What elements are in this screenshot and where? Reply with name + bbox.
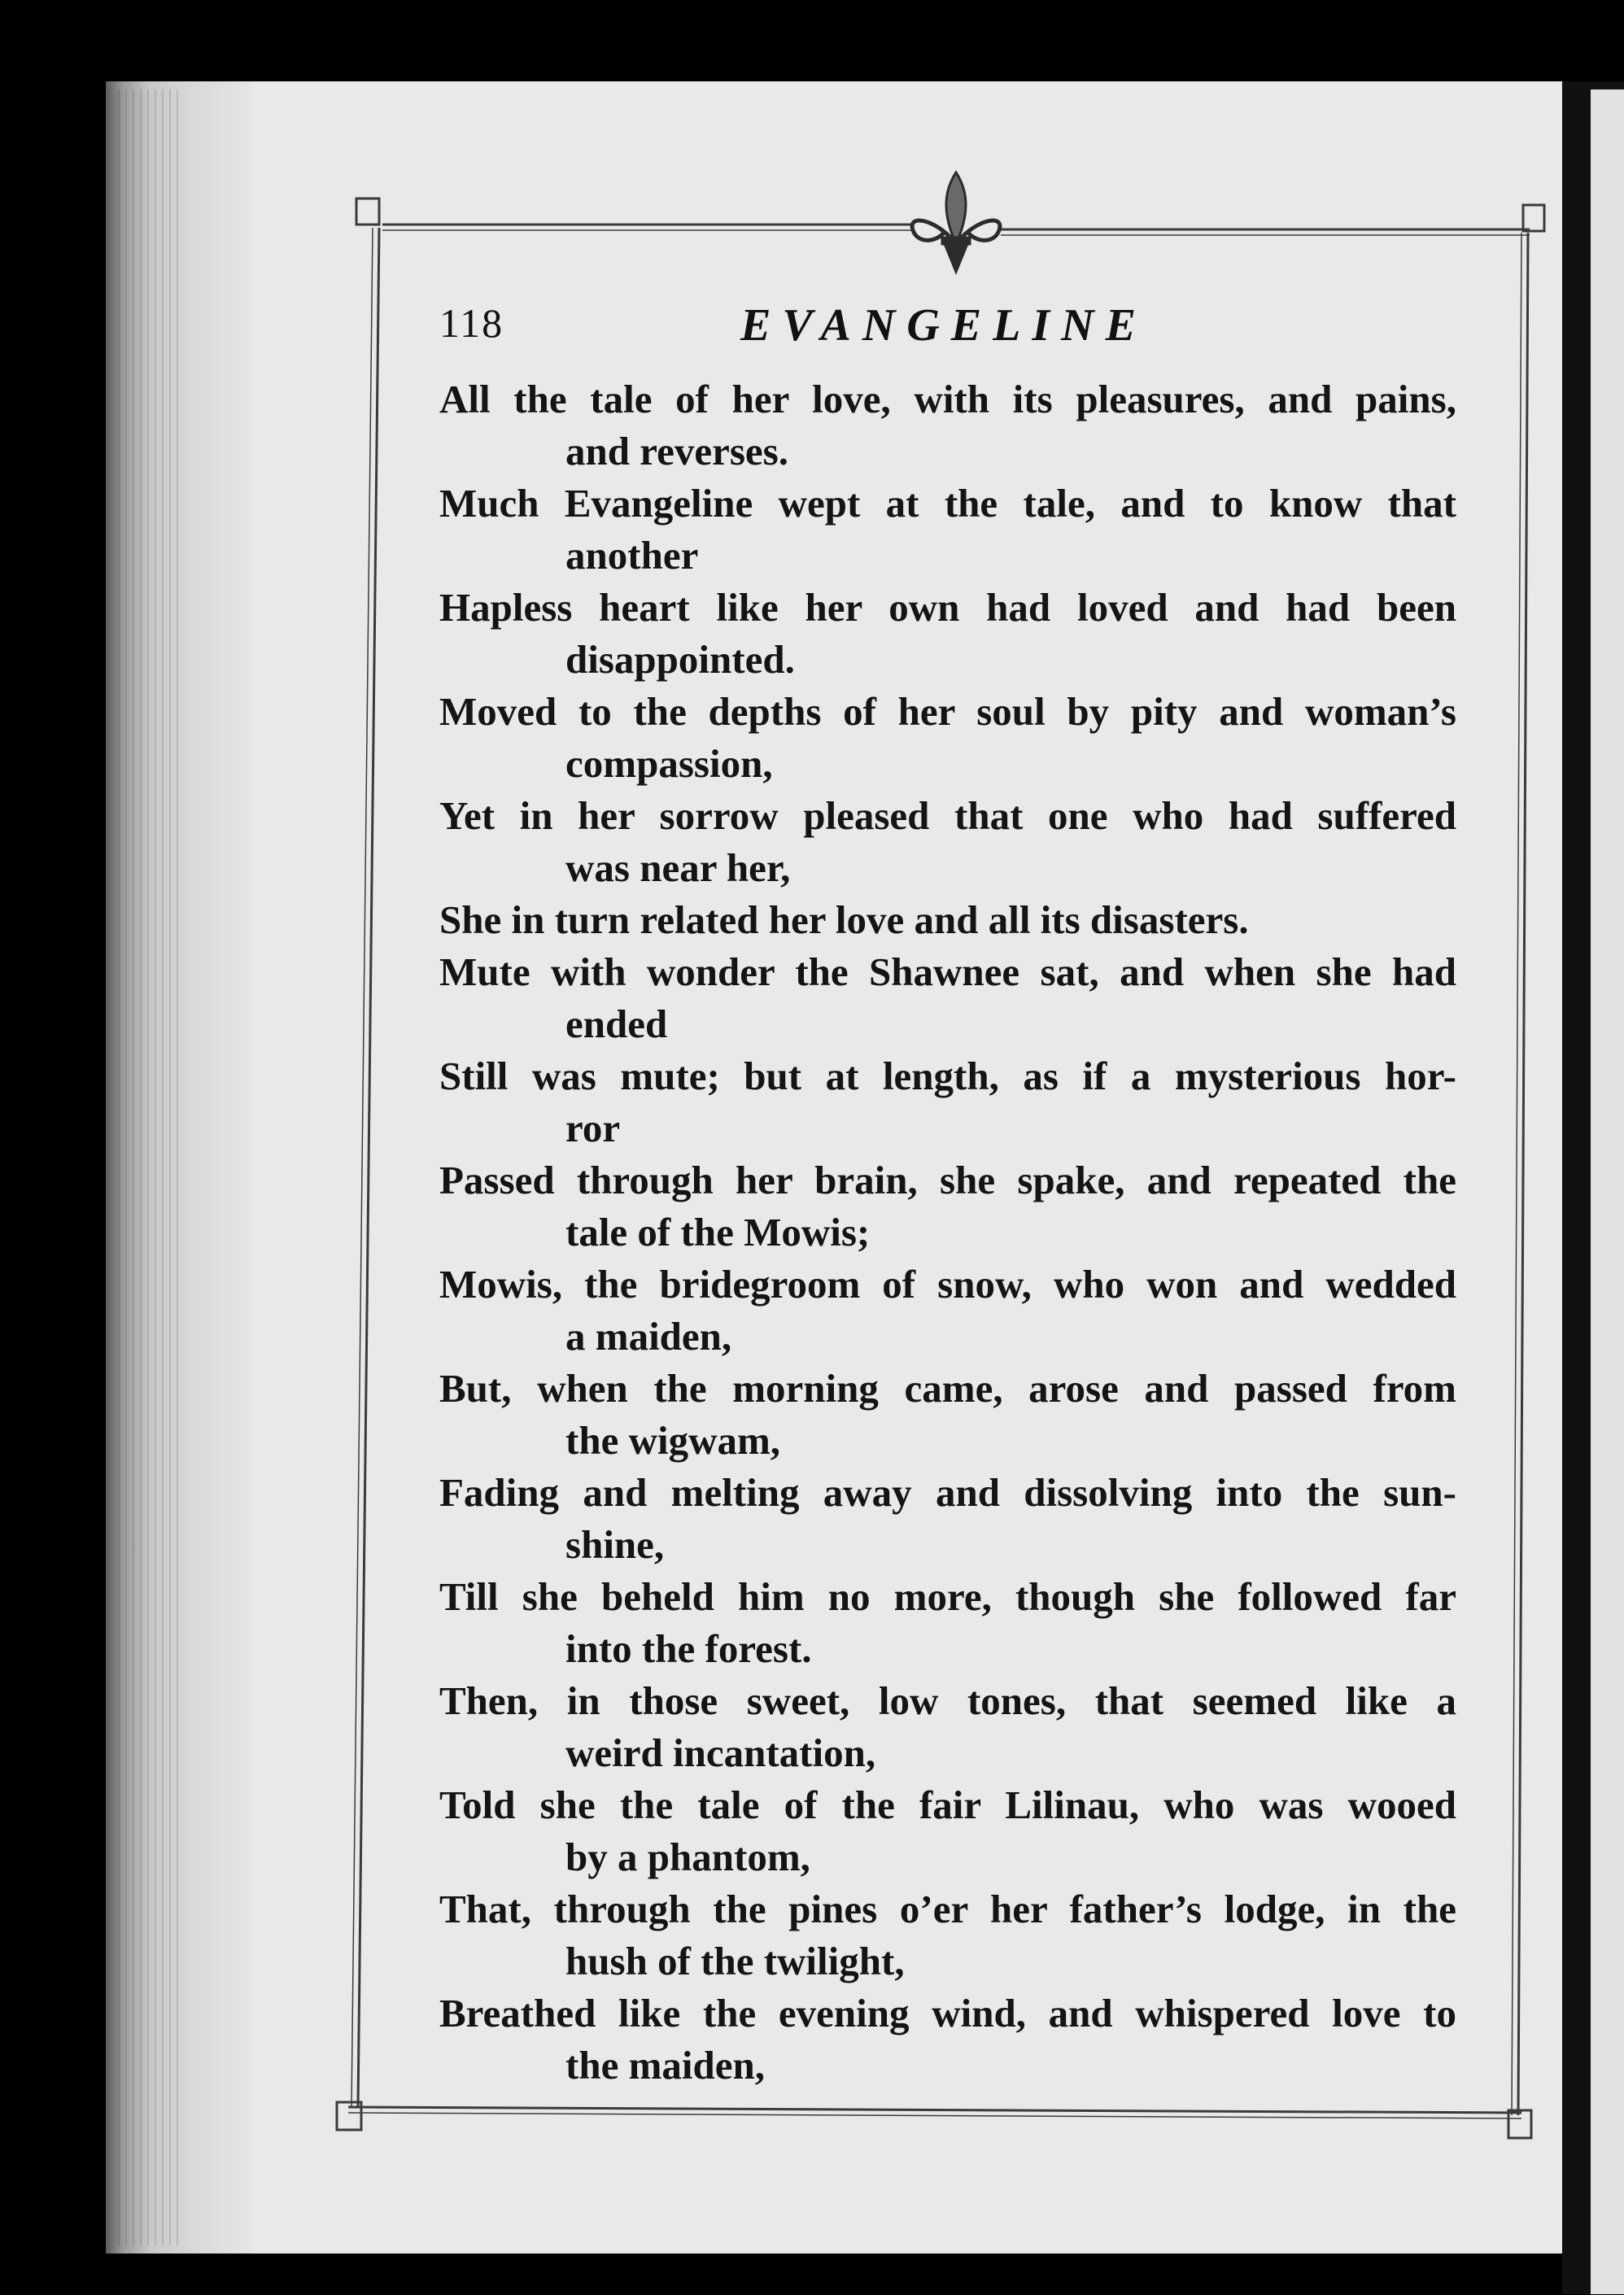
fleur-de-lis-icon bbox=[912, 172, 1000, 272]
verse-line: Still was mute; but at length, as if a mysterious hor- bbox=[439, 1054, 1456, 1098]
verse-continuation: tale of the Mowis; bbox=[565, 1210, 871, 1254]
poem-text bbox=[439, 374, 1456, 2092]
verse-continuation: ended bbox=[565, 1001, 668, 1046]
verse-continuation: the maiden, bbox=[565, 2043, 765, 2088]
page-number: 118 bbox=[439, 300, 504, 346]
verse-line: Hapless heart like her own had loved and had been bbox=[439, 585, 1456, 630]
verse-continuation: and reverses. bbox=[565, 429, 788, 473]
verse-line: That, through the pines o’er her father’s lodge, in the bbox=[439, 1887, 1456, 1931]
verse-continuation: hush of the twilight, bbox=[565, 1939, 905, 1983]
verse-line: Till she beheld him no more, though she followed far bbox=[439, 1574, 1456, 1619]
verse-line: Fading and melting away and dissolving into the sun- bbox=[439, 1470, 1456, 1515]
running-title: EVANGELINE bbox=[740, 300, 1147, 351]
verse-line: Yet in her sorrow pleased that one who had suffered bbox=[439, 793, 1456, 838]
verse-line: Mowis, the bridegroom of snow, who won and wedded bbox=[439, 1262, 1456, 1307]
verse-line: Mute with wonder the Shawnee sat, and when she had bbox=[439, 949, 1456, 994]
verse-continuation: by a phantom, bbox=[565, 1835, 810, 1879]
verse-continuation: a maiden, bbox=[565, 1314, 732, 1359]
verse-line: All the tale of her love, with its pleasures, and pains, bbox=[439, 377, 1456, 421]
page-header bbox=[439, 299, 1481, 364]
verse-continuation: was near her, bbox=[565, 845, 791, 890]
verse-continuation: shine, bbox=[565, 1522, 665, 1567]
verse-continuation: disappointed. bbox=[565, 637, 795, 682]
verse-continuation: weird incantation, bbox=[565, 1730, 876, 1775]
verse-line: Then, in those sweet, low tones, that seemed like a bbox=[439, 1678, 1456, 1723]
verse-line: Told she the tale of the fair Lilinau, who was wooed bbox=[439, 1782, 1456, 1827]
verse-continuation: another bbox=[565, 533, 699, 578]
verse-line: Passed through her brain, she spake, and repeated the bbox=[439, 1158, 1456, 1202]
verse-line: She in turn related her love and all its disasters. bbox=[439, 897, 1249, 942]
verse-line: Moved to the depths of her soul by pity and woman’s bbox=[439, 689, 1456, 734]
verse-line: Breathed like the evening wind, and whispered love to bbox=[439, 1991, 1456, 2035]
verse-line: But, when the morning came, arose and passed from bbox=[439, 1366, 1456, 1411]
verse-continuation: compassion, bbox=[565, 741, 773, 786]
verse-line: Much Evangeline wept at the tale, and to know that bbox=[439, 481, 1456, 526]
verse-continuation: the wigwam, bbox=[565, 1418, 781, 1463]
verse-continuation: into the forest. bbox=[565, 1626, 812, 1671]
verse-continuation: ror bbox=[565, 1106, 621, 1150]
